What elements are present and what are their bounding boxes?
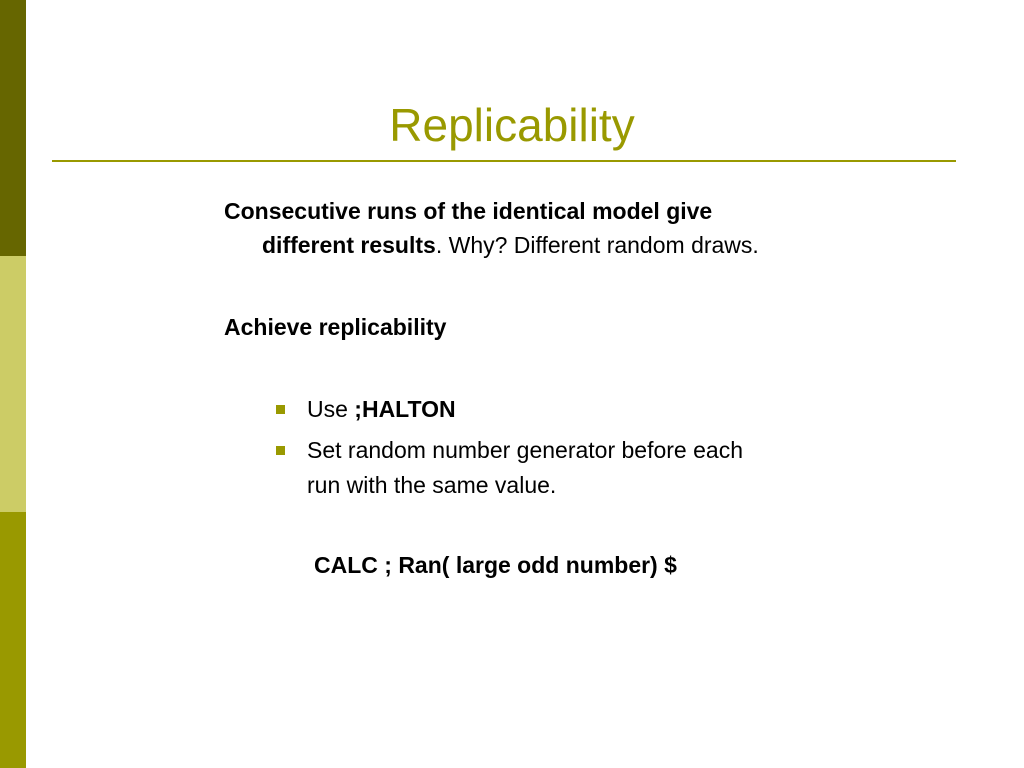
title-divider [52,160,956,162]
different-results-bold-text: different results [262,232,436,258]
bullet-text-line1: Set random number generator before each [307,437,743,463]
paragraph-achieve-replicability [224,310,446,344]
bullet-text-line2: run with the same value. [307,472,557,498]
calc-command: CALC ; Ran( large odd number) $ [314,552,677,578]
paragraph-consecutive-runs-line2 [262,228,759,262]
consecutive-runs-bold-text: Consecutive runs of the identical model give [224,198,713,224]
square-bullet-icon [276,446,285,455]
slide-title: Replicability [389,99,635,151]
bullet-text [307,392,456,426]
achieve-replicability-text: Achieve replicability [224,314,447,340]
why-different-draws-text: . Why? Different random draws. [435,232,759,258]
use-text: Use [307,396,355,422]
square-bullet-icon [276,405,285,414]
left-accent-bar-middle [0,256,26,512]
halton-text: ;HALTON [354,396,456,422]
left-accent-bar-bottom [0,512,26,768]
paragraph-consecutive-runs-line1 [224,194,712,228]
